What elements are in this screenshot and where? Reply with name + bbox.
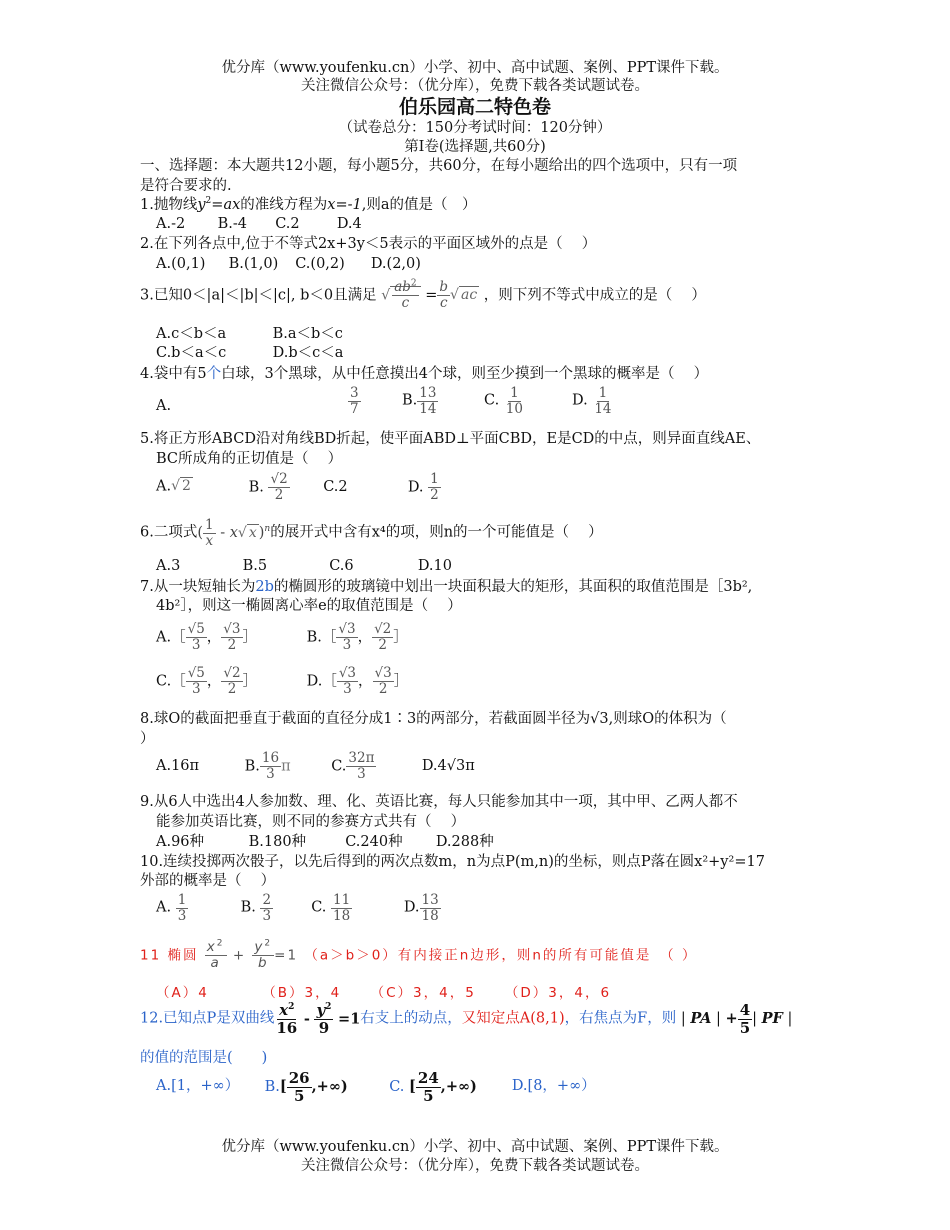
q9-option-d[interactable]: D.288种 — [435, 834, 494, 850]
q5-b-num: √2 — [270, 471, 288, 487]
q5-option-d[interactable] — [408, 472, 441, 503]
q5-option-a[interactable]: A.√ 2 — [156, 478, 191, 495]
question-7-options-row-2 — [156, 666, 408, 697]
q10-option-a[interactable] — [156, 893, 236, 924]
site-header-line-1: 优分库（www.youfenku.cn）小学、初中、高中试题、案例、PPT课件下载。 — [221, 60, 729, 76]
q7-d-label: D. — [306, 673, 323, 690]
q10-c-num: 11 — [333, 892, 351, 908]
q4-stem-a: 4.袋中有5 — [140, 366, 207, 382]
question-2-options — [156, 256, 421, 273]
q8-c-den: 3 — [357, 765, 366, 782]
question-9-options — [156, 834, 494, 851]
q7-option-d[interactable]: D.［ $\frac{√3}{3}$ ， $\frac{√3}{2}$ ］ — [306, 665, 409, 697]
question-10-options — [156, 893, 441, 924]
q10-d-den: 18 — [421, 907, 439, 924]
q10-b-den: 3 — [262, 907, 272, 924]
q6-option-a[interactable]: A.3 — [156, 558, 181, 574]
volume-heading: 第Ⅰ卷(选择题,共60分) — [404, 139, 546, 155]
q5-d-label: D. — [407, 479, 424, 496]
q7-b-label: B. — [306, 629, 322, 646]
q4-c-num: 1 — [510, 385, 519, 401]
q4-option-b-label: B. — [402, 392, 418, 409]
q3-lhs-root: √ $\frac{ab^2}{c}$ — [381, 280, 420, 311]
q12-option-c[interactable]: C. [ $\frac{24}{5}$ ,+∞) — [389, 1069, 477, 1105]
exam-title: 伯乐园高二特色卷 — [398, 96, 551, 118]
question-7-line-2: 4b²］，则这一椭圆离心率e的取值范围是（ ） — [156, 598, 462, 614]
q10-option-b[interactable] — [241, 893, 307, 924]
q10-a-den: 3 — [177, 907, 187, 924]
q4-stem-b: 个 — [206, 366, 222, 382]
q12-mid-b: ，右焦点为F，则 — [564, 1010, 677, 1027]
site-header-line-2: 关注微信公众号：（优分库），免费下载各类试题试卷。 — [301, 78, 649, 94]
q3-option-d[interactable]: D.b＜c＜a — [272, 345, 344, 361]
question-7-options-row-1 — [156, 622, 408, 653]
q10-b-num: 2 — [262, 892, 272, 908]
q3-rhs-root: √ ac — [450, 286, 478, 303]
question-12-line-2: 的值的范围是( ) — [140, 1050, 268, 1066]
q7-option-c[interactable]: C.［ $\frac{√5}{3}$ ， $\frac{√2}{2}$ ］ — [156, 665, 258, 697]
q1-mid: 的准线方程为 — [240, 197, 328, 213]
q4-option-d[interactable] — [572, 386, 614, 417]
q10-b-label: B. — [240, 899, 256, 916]
q7-option-a[interactable]: A.［ $\frac{√5}{3}$ ， $\frac{√3}{2}$ ］ — [156, 621, 257, 653]
q2-option-d[interactable]: D.(2,0) — [370, 256, 421, 272]
question-9-line-2: 能参加英语比赛，则不同的参赛方式共有（ ） — [156, 814, 466, 830]
q2-option-c[interactable]: C.(0,2) — [295, 256, 345, 272]
q4-a-den: 7 — [350, 400, 359, 417]
q3-frac-num: ab — [394, 279, 411, 295]
q8-b-label: B. — [244, 758, 260, 775]
q6-stem-a: 6.二项式 — [140, 524, 198, 541]
q12-prefix: 12.已知点P是双曲线 — [140, 1010, 275, 1027]
q9-option-c[interactable]: C.240种 — [345, 834, 403, 850]
q2-option-b[interactable]: B.(1,0) — [228, 256, 279, 272]
q8-b-den: 3 — [266, 765, 275, 782]
q11-option-a[interactable]: （A）4 — [156, 985, 209, 1001]
q11-eq-tail: =1 — [274, 947, 299, 964]
question-9-line-1: 9.从6人中选出4人参加数、理、化、英语比赛，每人只能参加其中一项，其中甲、乙两人都不 — [140, 794, 738, 810]
question-8-line-2: ） — [140, 731, 155, 747]
question-5-line-2: BC所成角的正切值是（ ） — [156, 451, 343, 467]
q5-b-den: 2 — [274, 486, 284, 503]
q11-option-c[interactable]: （C）3，4，5 — [370, 985, 476, 1001]
q8-option-b[interactable] — [245, 751, 327, 782]
q12-mid-a: 右支上的动点， — [360, 1010, 462, 1027]
q10-d-label: D. — [403, 899, 420, 916]
q5-option-c[interactable]: C.2 — [323, 478, 348, 495]
q4-d-den: 14 — [594, 400, 612, 417]
question-10-line-1: 10.连续投掷两次骰子，以先后得到的两次点数m，n为点P(m,n)的坐标，则点P落在圆x²+y²=17 — [140, 854, 765, 870]
question-2-stem: 2.在下列各点中,位于不等式2x+3y＜5表示的平面区域外的点是（ ） — [140, 236, 597, 252]
site-footer-line-2: 关注微信公众号：（优分库），免费下载各类试题试卷。 — [301, 1158, 649, 1174]
q5-b-label: B. — [248, 479, 264, 496]
q4-a-num: 3 — [350, 385, 359, 401]
q4-option-d-label: D. — [572, 392, 588, 409]
q10-a-label: A. — [156, 899, 172, 916]
q7-line1-b: 的椭圆形的玻璃镜中划出一块面积最大的矩形，其面积的取值范围是［3b², — [273, 579, 753, 595]
q7-option-b[interactable]: B.［ $\frac{√3}{3}$ ， $\frac{√2}{2}$ ］ — [306, 621, 408, 653]
question-3-options-row-2 — [156, 345, 343, 362]
q6-stem-b: 的展开式中含有x⁴的项，则n的一个可能值是（ ） — [270, 524, 603, 541]
q10-c-label: C. — [311, 899, 327, 916]
question-4-stem — [140, 366, 708, 383]
q6-expression: ( $\frac{1}{x}$ - x√ x )$^n$ — [197, 517, 271, 549]
q10-a-num: 1 — [177, 892, 187, 908]
q3-option-a[interactable]: A.c＜b＜a — [156, 326, 227, 342]
q4-option-c-label: C. — [484, 392, 500, 409]
q5-a-label: A. — [156, 478, 172, 495]
q1-option-c[interactable]: C.2 — [275, 216, 300, 232]
question-3-stem: 3.已知0＜|a|＜|b|＜|c|, b＜0且满足 √ $\frac{ab^2}{c}$ = $\frac{b}{c}$ √ ac ，则下列不等式中成立的是（ ） — [140, 278, 706, 311]
q4-option-b[interactable] — [402, 386, 438, 417]
instruction-line-2: 是符合要求的. — [140, 178, 232, 194]
q1-option-b[interactable]: B.-4 — [217, 216, 247, 232]
q5-option-b[interactable] — [249, 472, 319, 503]
question-8-options — [156, 751, 475, 782]
q4-option-a[interactable] — [156, 398, 171, 415]
q5-a-root: 2 — [182, 478, 191, 495]
q4-option-a-frac — [348, 386, 361, 417]
q3-rhs-frac — [437, 280, 450, 311]
q8-b-num: 16 — [261, 750, 280, 766]
q10-c-den: 18 — [333, 907, 351, 924]
q8-option-d[interactable]: D.4√3π — [421, 757, 475, 774]
question-5-line-1: 5.将正方形ABCD沿对角线BD折起，使平面ABD⊥平面CBD，E是CD的中点，则异面直线AE、 — [140, 431, 761, 447]
exam-subtitle: （试卷总分：150分考试时间：120分钟） — [338, 120, 612, 136]
q12-eq-tail: =1 — [338, 1010, 361, 1028]
q3-frac-den: c — [401, 294, 410, 311]
q12-option-a[interactable]: A.[1，+∞） — [156, 1078, 240, 1095]
question-1-options — [156, 216, 362, 233]
q8-c-label: C. — [331, 758, 347, 775]
q6-option-d[interactable]: D.10 — [417, 558, 452, 574]
q10-option-c[interactable] — [311, 893, 399, 924]
site-footer-line-1: 优分库（www.youfenku.cn）小学、初中、高中试题、案例、PPT课件下载。 — [221, 1139, 729, 1155]
q3-stem-b: ，则下列不等式中成立的是（ ） — [483, 287, 706, 304]
question-6-options — [156, 558, 452, 575]
q1-option-d[interactable]: D.4 — [336, 216, 362, 232]
q4-b-num: 13 — [419, 385, 437, 401]
q8-option-a[interactable]: A.16π — [156, 757, 200, 774]
q4-c-den: 10 — [505, 400, 523, 417]
q10-option-d[interactable] — [404, 893, 441, 924]
q3-rhs-den: c — [439, 294, 448, 311]
q11-stem-text: （a＞b＞0）有内接正n边形，则n的所有可能值是 （ ） — [304, 947, 698, 964]
question-7-line-1 — [140, 579, 752, 596]
q4-option-c[interactable] — [484, 386, 525, 417]
q3-rhs-num: b — [439, 279, 449, 295]
q7-line1-a: 7.从一块短轴长为 — [140, 579, 256, 595]
q3-rhs-root-val: ac — [460, 286, 478, 303]
question-12-options — [156, 1070, 596, 1104]
question-3-options-row-1 — [156, 326, 343, 343]
q6-option-c[interactable]: C.6 — [329, 558, 354, 574]
q5-d-den: 2 — [430, 486, 439, 503]
q1-suffix: ,则a的值是（ ） — [361, 197, 477, 213]
q9-option-a[interactable]: A.96种 — [156, 834, 205, 850]
q3-option-b[interactable]: B.a＜b＜c — [272, 326, 343, 342]
question-10-line-2: 外部的概率是（ ） — [140, 873, 276, 889]
q11-prefix: 11 椭圆 — [140, 947, 199, 964]
q11-option-d[interactable]: （D）3，4，6 — [504, 985, 612, 1001]
q4-stem-c: 白球，3个黑球，从中任意摸出4个球，则至少摸到一个黑球的概率是（ ） — [221, 366, 709, 382]
q7-a-label: A. — [156, 629, 172, 646]
q8-c-num: 32π — [348, 750, 375, 766]
q2-option-a[interactable]: A.(0,1) — [156, 256, 206, 272]
q7-line1-blue: 2b — [255, 579, 274, 595]
q5-d-num: 1 — [430, 471, 439, 487]
q9-option-b[interactable]: B.180种 — [248, 834, 307, 850]
q1-option-a[interactable]: A.-2 — [156, 216, 186, 232]
question-11-options — [156, 985, 611, 1001]
instruction-line-1: 一、选择题：本大题共12小题，每小题5分，共60分，在每小题给出的四个选项中，只有一项 — [140, 158, 738, 174]
q3-option-c[interactable]: C.b＜a＜c — [156, 345, 227, 361]
q4-b-den: 14 — [419, 400, 437, 417]
q8-b-tail: π — [281, 758, 291, 775]
question-8-line-1: 8.球O的截面把垂直于截面的直径分成1∶3的两部分，若截面圆半径为√3,则球O的体积为（ — [140, 711, 727, 727]
q6-option-b[interactable]: B.5 — [242, 558, 268, 574]
question-1-stem: 1.抛物线$y^2=ax$的准线方程为x=-1,则a的值是（ ） — [140, 196, 477, 213]
q4-option-a-label: A. — [156, 398, 172, 414]
question-6-stem — [140, 518, 603, 549]
q8-option-c[interactable] — [331, 751, 417, 782]
q10-d-num: 13 — [421, 892, 439, 908]
q12-mid-red: 又知定点A(8,1) — [461, 1010, 565, 1027]
q1-prefix: 1.抛物线 — [140, 197, 198, 213]
q3-stem-a: 3.已知0＜|a|＜|b|＜|c|, b＜0且满足 — [140, 287, 377, 304]
q11-option-b[interactable]: （B）3，4 — [262, 985, 342, 1001]
q7-c-label: C. — [156, 673, 172, 690]
q1-eq: x=-1 — [327, 197, 362, 213]
q12-option-d[interactable]: D.[8，+∞） — [511, 1078, 596, 1095]
question-12-line-1: 12.已知点P是双曲线 $\frac{x^2}{16}$ - $\frac{y^2}{9}$ =1右支上的动点，又知定点A(8,1)，右焦点为F，则 | PA | + $\frac{4}{5}$ | PF | — [140, 1001, 793, 1037]
question-5-options — [156, 472, 441, 503]
question-11-stem: 11 椭圆 $\frac{x^2}{a}$ + $\frac{y^2}{b}$ =1 （a＞b＞0）有内接正n边形，则n的所有可能值是 （ ） — [140, 938, 698, 971]
q12-option-b[interactable]: B.[ $\frac{26}{5}$ ,+∞) — [264, 1069, 348, 1105]
q4-d-num: 1 — [598, 385, 608, 401]
